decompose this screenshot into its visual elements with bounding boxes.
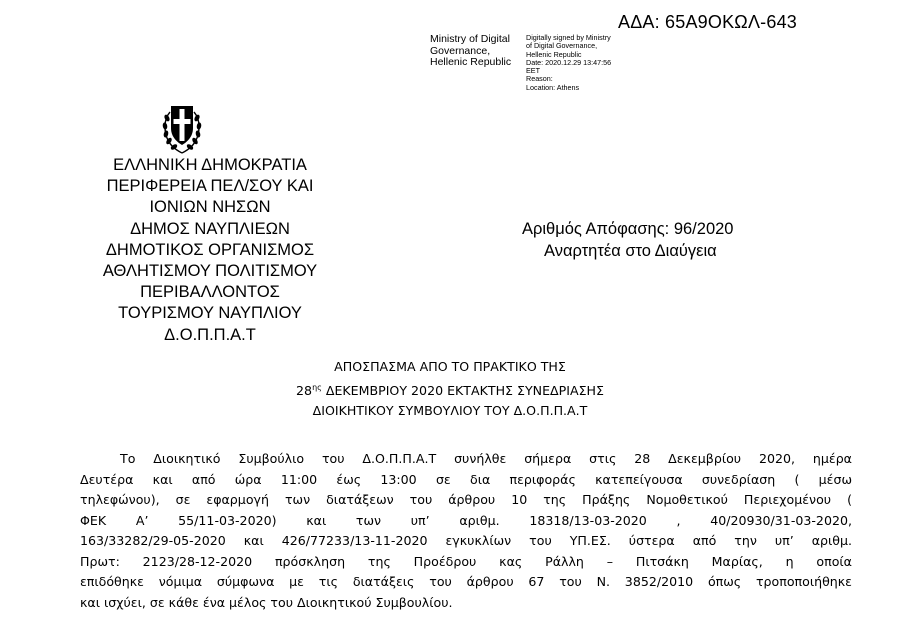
org-line: ΙΟΝΙΩΝ ΝΗΣΩΝ (149, 198, 271, 217)
extract-line-3: ΔΙΟΙΚΗΤΙΚΟΥ ΣΥΜΒΟΥΛΙΟΥ ΤΟΥ Δ.Ο.Π.Π.Α.Τ (312, 403, 588, 418)
org-line: ΠΕΡΙΒΑΛΛΟΝΤΟΣ (140, 283, 280, 302)
signature-detail-line: Location: Athens (526, 82, 580, 92)
signature-detail-line: of Digital Governance, (526, 41, 598, 51)
extract-line-1: ΑΠΟΣΠΑΣΜΑ ΑΠΟ ΤΟ ΠΡΑΚΤΙΚΟ ΤΗΣ (334, 359, 566, 374)
posting-note: Αναρτητέα στο Διαύγεια (544, 242, 717, 260)
organization-header (60, 155, 360, 346)
signature-detail-line: Date: 2020.12.29 13:47:56 (526, 57, 612, 67)
org-line: ΑΘΛΗΤΙΣΜΟΥ ΠΟΛΙΤΙΣΜΟΥ (102, 262, 318, 281)
extract-title (200, 357, 700, 422)
paragraph-line: Το Διοικητικό Συμβούλιο του Δ.Ο.Π.Π.Α.Τ συνήλθε σήμερα στις 28 Δεκεμβρίου 2020, ημέρα (120, 451, 852, 466)
session-description: ΔΕΚΕΜΒΡΙΟΥ 2020 ΕΚΤΑΚΤΗΣ ΣΥΝΕΔΡΙΑΣΗΣ (321, 382, 604, 398)
org-line: ΔΗΜΟΤΙΚΟΣ ΟΡΓΑΝΙΣΜΟΣ (105, 240, 315, 259)
org-line: ΕΛΛΗΝΙΚΗ ΔΗΜΟΚΡΑΤΙΑ (113, 156, 307, 174)
ada-code: ΑΔΑ: 65Α9ΟΚΩΛ-643 (618, 12, 797, 32)
signature-signer-line: Governance, (430, 44, 491, 57)
paragraph-line: 163/33282/29-05-2020 και 426/77233/13-11-2020 εγκυκλίων του ΥΠ.ΕΣ. ύστερα από την υπ’ αριθμ. (80, 533, 852, 548)
paragraph-line: επιδόθηκε νόμιμα σύμφωνα με τις διατάξεις του άρθρου 67 του Ν. 3852/2010 όπως τροποποιήθηκε (80, 574, 852, 589)
paragraph-line: Δευτέρα και από ώρα 11:00 έως 13:00 σε δια περιφοράς κατεπείγουσα συνεδρίαση ( μέσω (80, 471, 852, 487)
signature-signer-line: Hellenic Republic (430, 56, 512, 68)
paragraph-line: τηλεφώνου), σε εφαρμογή των διατάξεων του άρθρου 10 της Πράξης Νομοθετικού Περιεχομένου ( (80, 492, 852, 507)
org-line: Δ.Ο.Π.Π.Α.Τ (164, 325, 256, 344)
signature-detail-line: Hellenic Republic (526, 49, 582, 59)
paragraph-line: και ισχύει, σε κάθε ένα μέλος του Διοικητικού Συμβουλίου. (80, 594, 453, 610)
paragraph-line: Πρωτ: 2123/28-12-2020 πρόσκληση της Προέδρου κας Ράλλη – Πιτσάκη Μαρίας, η οποία (80, 553, 852, 569)
paragraph-line: ΦΕΚ Α’ 55/11-03-2020) και των υπ’ αριθμ. 18318/13-03-2020 , 40/20930/31-03-2020, (80, 512, 852, 528)
signature-detail-line: Reason: (526, 74, 553, 84)
signature-signer-line: Ministry of Digital (430, 33, 510, 45)
decision-info (522, 218, 733, 262)
signature-signer (430, 34, 511, 69)
signature-detail-line: EET (526, 66, 540, 76)
signature-detail-line: Digitally signed by Ministry (526, 33, 611, 42)
session-day-suffix: ης (312, 382, 322, 392)
coat-of-arms-emblem (160, 98, 204, 156)
session-day: 28 (296, 382, 313, 398)
signature-details (526, 34, 611, 92)
minutes-paragraph (80, 449, 852, 613)
extract-line-2 (200, 378, 700, 402)
org-line: ΔΗΜΟΣ ΝΑΥΠΛΙΕΩΝ (130, 219, 290, 238)
decision-number: Αριθμός Απόφασης: 96/2020 (522, 220, 734, 238)
org-line: ΠΕΡΙΦΕΡΕΙΑ ΠΕΛ/ΣΟΥ ΚΑΙ (106, 177, 314, 196)
org-line: ΤΟΥΡΙΣΜΟΥ ΝΑΥΠΛΙΟΥ (118, 304, 302, 323)
